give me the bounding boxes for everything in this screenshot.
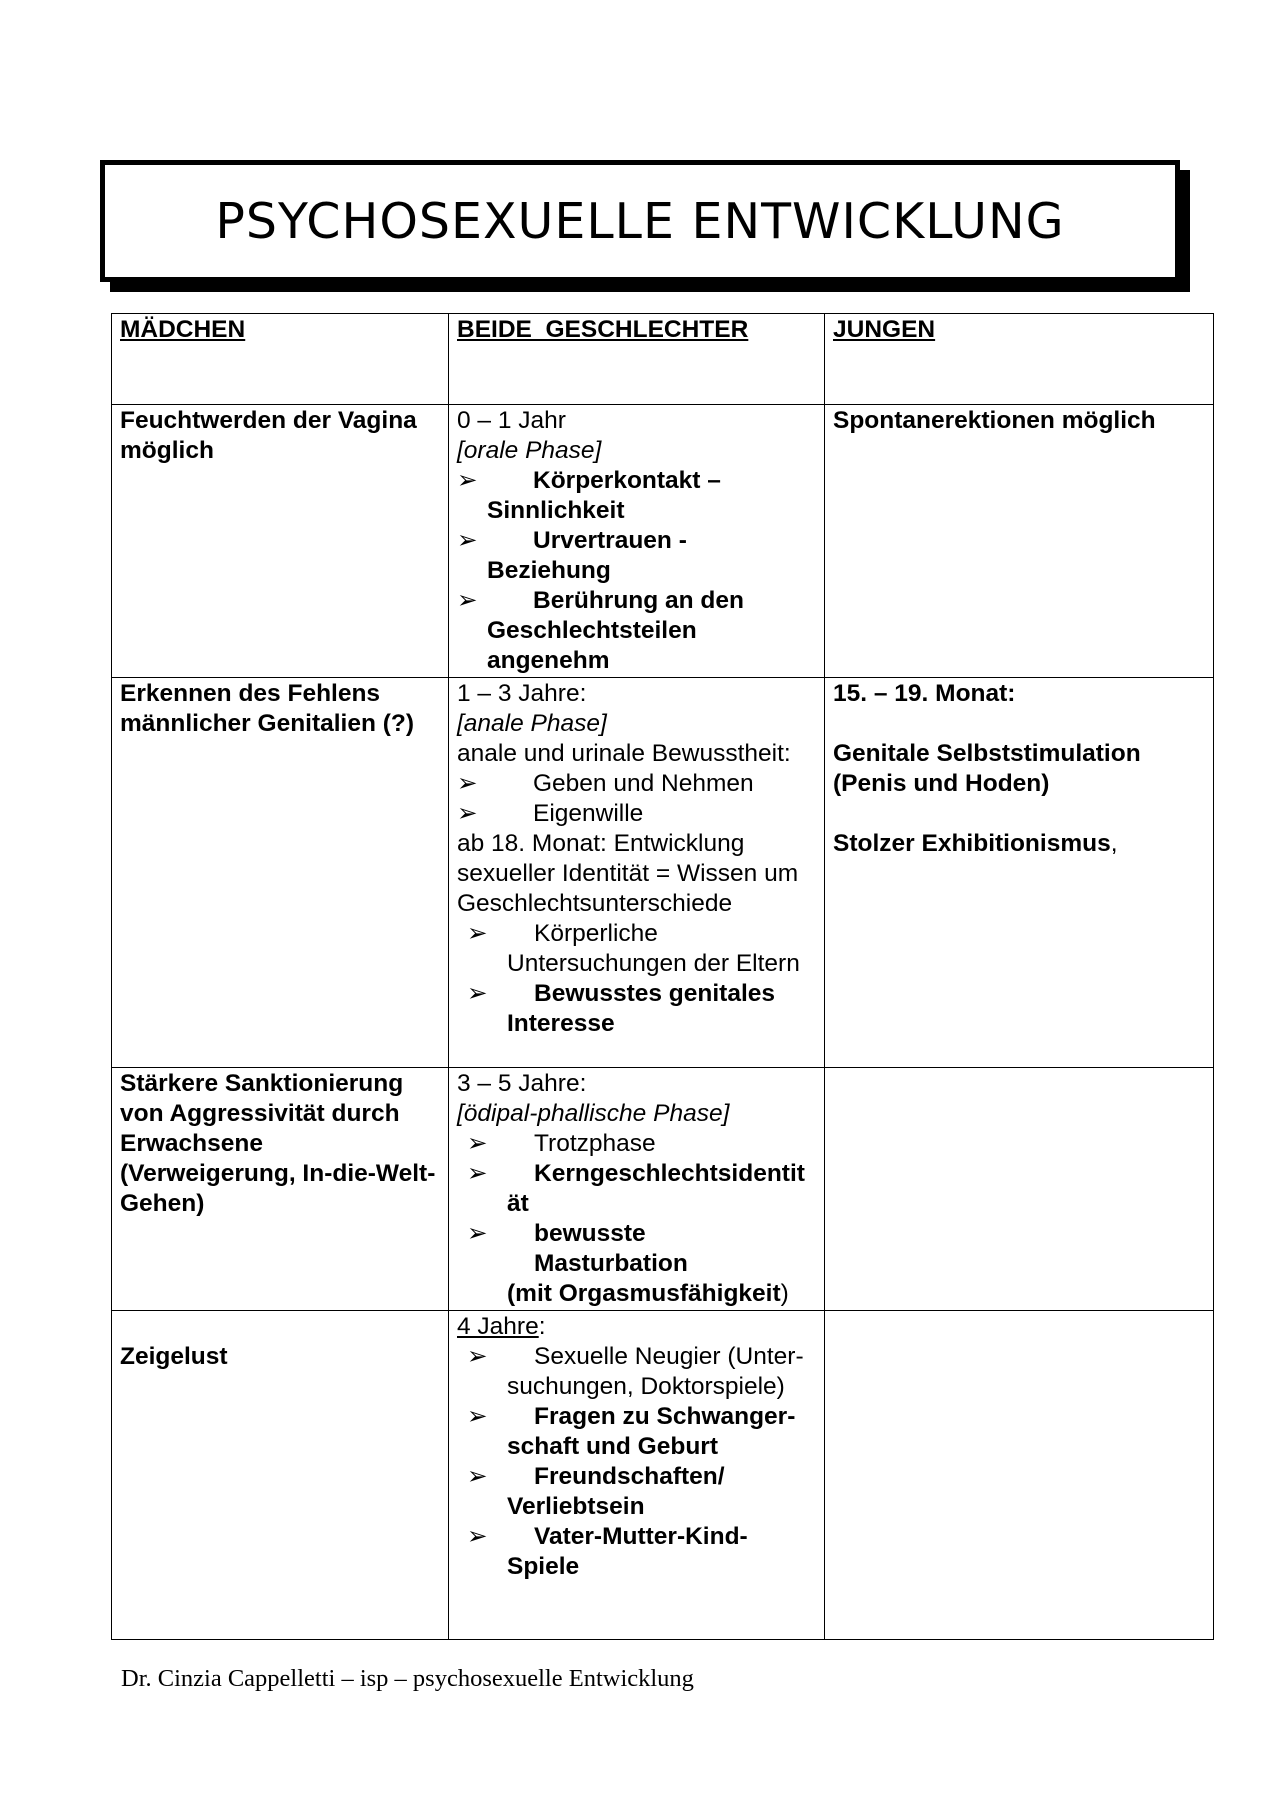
cell-jungen: Spontanerektionen möglich: [825, 405, 1214, 678]
list-item: ➢ Fragen zu Schwanger-schaft und Geburt: [467, 1403, 796, 1460]
item-list: [457, 466, 816, 676]
table-row: [112, 1311, 1214, 1640]
list-item: ➢ Berührung an den Geschlechtsteilen angenehm: [457, 587, 744, 674]
cell-maedchen: Erkennen des Fehlens männlicher Genitalien (?): [112, 678, 449, 1068]
arrow-bullet-icon: ➢: [467, 1463, 488, 1490]
age-label: 4 Jahre: [457, 1313, 539, 1340]
cell-beide: 3 – 5 Jahre: [ödipal-phallische Phase] ➢ Trotzphase ➢ Kerngeschlechtsidentität ➢ bewusste Masturbation (mit Orgasmusfähigkeit): [449, 1068, 825, 1311]
item-list: [457, 1342, 816, 1582]
list-item: ➢ bewusste Masturbation: [467, 1220, 688, 1277]
cell-beide: 4 Jahre: ➢ Sexuelle Neugier (Unter-suchungen, Doktorspiele) ➢ Fragen zu Schwanger-schaft und Geburt ➢ Freundschaften/ Verliebtsein ➢ Vater-Mutter-Kind-Spiele: [449, 1311, 825, 1640]
cell-jungen: 15. – 19. Monat: Genitale Selbststimulation (Penis und Hoden) Stolzer Exhibitionismus,: [825, 678, 1214, 1068]
cell-jungen: [825, 1311, 1214, 1640]
item-continuation: (mit Orgasmusfähigkeit: [507, 1280, 781, 1307]
list-item: ➢ Urvertrauen - Beziehung: [457, 527, 687, 584]
list-item: ➢ Trotzphase: [467, 1130, 656, 1157]
list-item: ➢ Geben und Nehmen: [457, 770, 754, 797]
list-item: ➢ Kerngeschlechtsidentität: [467, 1160, 805, 1217]
table-header-row: [112, 314, 1214, 405]
list-item: ➢ Sexuelle Neugier (Unter-suchungen, Doktorspiele): [467, 1343, 804, 1400]
list-item: ➢ Körperkontakt – Sinnlichkeit: [457, 467, 721, 524]
table-row: [112, 1068, 1214, 1311]
cell-maedchen: Stärkere Sanktionierung von Aggressivität durch Erwachsene (Verweigerung, In-die-Welt-Gehen): [112, 1068, 449, 1311]
list-item: ➢ Eigenwille: [457, 800, 644, 827]
age-label: 3 – 5 Jahre:: [457, 1070, 587, 1097]
phase-label: [orale Phase]: [457, 437, 602, 464]
age-label: 1 – 3 Jahre:: [457, 680, 587, 707]
list-item: ➢ Freundschaften/ Verliebtsein: [467, 1463, 725, 1520]
page-footer: Dr. Cinzia Cappelletti – isp – psychosexuelle Entwicklung: [121, 1665, 694, 1692]
arrow-bullet-icon: ➢: [457, 800, 478, 827]
arrow-bullet-icon: ➢: [467, 1343, 488, 1370]
header-jungen: JUNGEN: [825, 314, 1214, 405]
cell-maedchen: Zeigelust: [112, 1311, 449, 1640]
table-row: [112, 405, 1214, 678]
item-list: [457, 769, 816, 829]
arrow-bullet-icon: ➢: [457, 587, 478, 614]
arrow-bullet-icon: ➢: [457, 770, 478, 797]
arrow-bullet-icon: ➢: [467, 1160, 488, 1187]
arrow-bullet-icon: ➢: [467, 920, 488, 947]
phase-label: [ödipal-phallische Phase]: [457, 1100, 730, 1127]
intro-text: anale und urinale Bewusstheit:: [457, 740, 791, 767]
arrow-bullet-icon: ➢: [467, 1130, 488, 1157]
arrow-bullet-icon: ➢: [457, 467, 478, 494]
header-maedchen: MÄDCHEN: [112, 314, 449, 405]
development-table: [111, 313, 1214, 1640]
item-list: [457, 1129, 816, 1279]
item-list: [457, 919, 816, 1039]
identity-text: ab 18. Monat: Entwicklung sexueller Identität = Wissen um Geschlechtsunterschiede: [457, 830, 799, 917]
list-item: ➢ Bewusstes genitales Interesse: [467, 980, 776, 1037]
cell-jungen: [825, 1068, 1214, 1311]
age-label: 0 – 1 Jahr: [457, 407, 566, 434]
cell-beide: [449, 405, 825, 678]
arrow-bullet-icon: ➢: [467, 1220, 488, 1247]
page-title: PSYCHOSEXUELLE ENTWICKLUNG: [215, 192, 1065, 250]
arrow-bullet-icon: ➢: [457, 527, 478, 554]
jungen-month: 15. – 19. Monat:: [833, 680, 1016, 707]
list-item: ➢ Körperliche Untersuchungen der Eltern: [467, 920, 800, 977]
arrow-bullet-icon: ➢: [467, 1523, 488, 1550]
phase-label: [anale Phase]: [457, 710, 607, 737]
cell-beide: [449, 678, 825, 1068]
arrow-bullet-icon: ➢: [467, 1403, 488, 1430]
arrow-bullet-icon: ➢: [467, 980, 488, 1007]
cell-maedchen: Feuchtwerden der Vagina möglich: [112, 405, 449, 678]
title-box: [100, 160, 1180, 282]
table-row: [112, 678, 1214, 1068]
jungen-stimulation: Genitale Selbststimulation (Penis und Hoden): [833, 740, 1141, 797]
jungen-exhibitionism: Stolzer Exhibitionismus: [833, 830, 1111, 857]
list-item: ➢ Vater-Mutter-Kind-Spiele: [467, 1523, 748, 1580]
header-beide: BEIDE GESCHLECHTER: [449, 314, 825, 405]
